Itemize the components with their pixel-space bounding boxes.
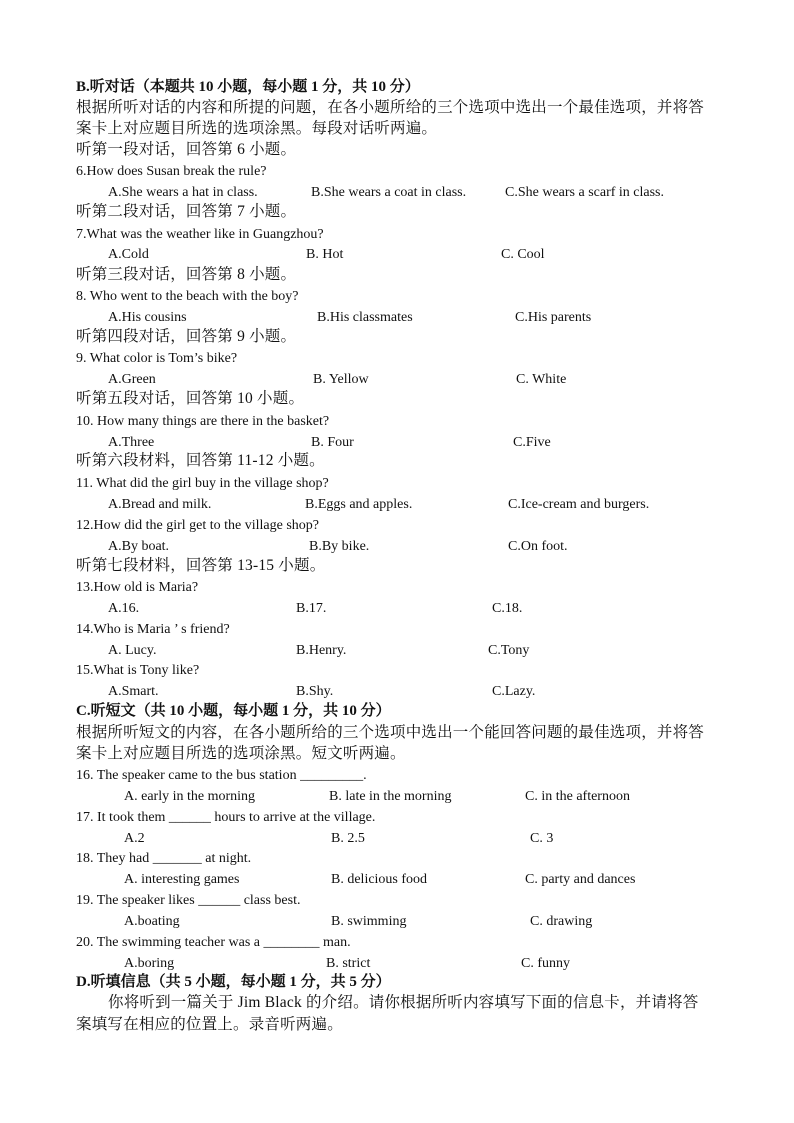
group-intro: 听第七段材料，回答第 13-15 小题。 [76, 557, 326, 574]
option-c[interactable]: C. White [516, 372, 567, 387]
question-18: 18. They had _______ at night. [76, 851, 252, 866]
option-a[interactable]: A.2 [124, 831, 145, 846]
option-b[interactable]: B.By bike. [309, 539, 370, 554]
group-intro: 听第五段对话，回答第 10 小题。 [76, 390, 305, 407]
section-d-title: D.听填信息（共 5 小题，每小题 1 分，共 5 分） [76, 974, 391, 990]
question-11: 11. What did the girl buy in the village shop? [76, 476, 329, 491]
option-c[interactable]: C.On foot. [508, 539, 568, 554]
question-14: 14.Who is Maria ’ s friend? [76, 622, 230, 637]
question-10: 10. How many things are there in the basket? [76, 414, 330, 429]
option-b[interactable]: B. swimming [331, 914, 407, 929]
option-b[interactable]: B. Yellow [313, 372, 369, 387]
option-a[interactable]: A.Three [108, 435, 155, 450]
option-a[interactable]: A.Green [108, 372, 156, 387]
option-b[interactable]: B.She wears a coat in class. [311, 185, 467, 200]
option-c[interactable]: C. funny [521, 956, 570, 971]
question-13: 13.How old is Maria? [76, 580, 199, 595]
question-20: 20. The swimming teacher was a ________ man. [76, 935, 351, 950]
option-b[interactable]: B. late in the morning [329, 789, 452, 804]
group-intro: 听第二段对话，回答第 7 小题。 [76, 203, 297, 220]
option-a[interactable]: A.By boat. [108, 539, 170, 554]
option-a[interactable]: A. early in the morning [124, 789, 256, 804]
section-d-instruction-line2: 案填写在相应的位置上。录音听两遍。 [76, 1016, 343, 1033]
group-intro: 听第一段对话，回答第 6 小题。 [76, 141, 297, 158]
section-c-instruction-line1: 根据所听短文的内容，在各小题所给的三个选项中选出一个能回答问题的最佳选项，并将答 [76, 724, 705, 741]
option-c[interactable]: C.Five [513, 435, 551, 450]
option-a[interactable]: A.His cousins [108, 310, 187, 325]
group-intro: 听第四段对话，回答第 9 小题。 [76, 328, 297, 345]
question-7: 7.What was the weather like in Guangzhou? [76, 227, 324, 242]
section-c-title: C.听短文（共 10 小题，每小题 1 分，共 10 分） [76, 703, 391, 719]
option-b[interactable]: B.Shy. [296, 684, 334, 699]
section-b-instruction-line2: 案卡上对应题目所选的选项涂黑。每段对话听两遍。 [76, 120, 438, 137]
question-8: 8. Who went to the beach with the boy? [76, 289, 299, 304]
question-15: 15.What is Tony like? [76, 663, 200, 678]
option-c[interactable]: C. party and dances [525, 872, 636, 887]
option-b[interactable]: B.17. [296, 601, 327, 616]
option-a[interactable]: A. interesting games [124, 872, 240, 887]
option-b[interactable]: B. Hot [306, 247, 344, 262]
option-c[interactable]: C.Lazy. [492, 684, 536, 699]
section-b-title: B.听对话（本题共 10 小题，每小题 1 分，共 10 分） [76, 79, 420, 95]
option-b[interactable]: B. delicious food [331, 872, 428, 887]
group-intro: 听第六段材料，回答第 11-12 小题。 [76, 452, 325, 469]
option-c[interactable]: C. 3 [530, 831, 554, 846]
option-a[interactable]: A.boating [124, 914, 180, 929]
question-9: 9. What color is Tom’s bike? [76, 351, 238, 366]
option-c[interactable]: C. drawing [530, 914, 593, 929]
option-b[interactable]: B. Four [311, 435, 354, 450]
question-16: 16. The speaker came to the bus station _________. [76, 768, 367, 783]
option-c[interactable]: C. Cool [501, 247, 545, 262]
option-c[interactable]: C.Tony [488, 643, 530, 658]
group-intro: 听第三段对话，回答第 8 小题。 [76, 266, 297, 283]
option-c[interactable]: C.18. [492, 601, 523, 616]
section-c-instruction-line2: 案卡上对应题目所选的选项涂黑。短文听两遍。 [76, 745, 406, 762]
option-b[interactable]: B.His classmates [317, 310, 413, 325]
option-a[interactable]: A.She wears a hat in class. [108, 185, 258, 200]
question-12: 12.How did the girl get to the village shop? [76, 518, 320, 533]
option-a[interactable]: A.boring [124, 956, 175, 971]
question-19: 19. The speaker likes ______ class best. [76, 893, 301, 908]
option-a[interactable]: A. Lucy. [108, 643, 157, 658]
option-c[interactable]: C. in the afternoon [525, 789, 630, 804]
option-b[interactable]: B. strict [326, 956, 371, 971]
option-a[interactable]: A.Cold [108, 247, 149, 262]
section-b-instruction-line1: 根据所听对话的内容和所提的问题，在各小题所给的三个选项中选出一个最佳选项，并将答 [76, 99, 705, 116]
option-c[interactable]: C.His parents [515, 310, 592, 325]
question-17: 17. It took them ______ hours to arrive at the village. [76, 810, 376, 825]
question-6: 6.How does Susan break the rule? [76, 164, 267, 179]
option-a[interactable]: A.16. [108, 601, 140, 616]
option-a[interactable]: A.Bread and milk. [108, 497, 212, 512]
option-c[interactable]: C.Ice-cream and burgers. [508, 497, 650, 512]
option-b[interactable]: B.Eggs and apples. [305, 497, 413, 512]
option-c[interactable]: C.She wears a scarf in class. [505, 185, 665, 200]
option-a[interactable]: A.Smart. [108, 684, 159, 699]
section-d-instruction-line1: 你将听到一篇关于 Jim Black 的介绍。请你根据所听内容填写下面的信息卡，并请将答 [108, 994, 699, 1011]
option-b[interactable]: B. 2.5 [331, 831, 365, 846]
option-b[interactable]: B.Henry. [296, 643, 347, 658]
